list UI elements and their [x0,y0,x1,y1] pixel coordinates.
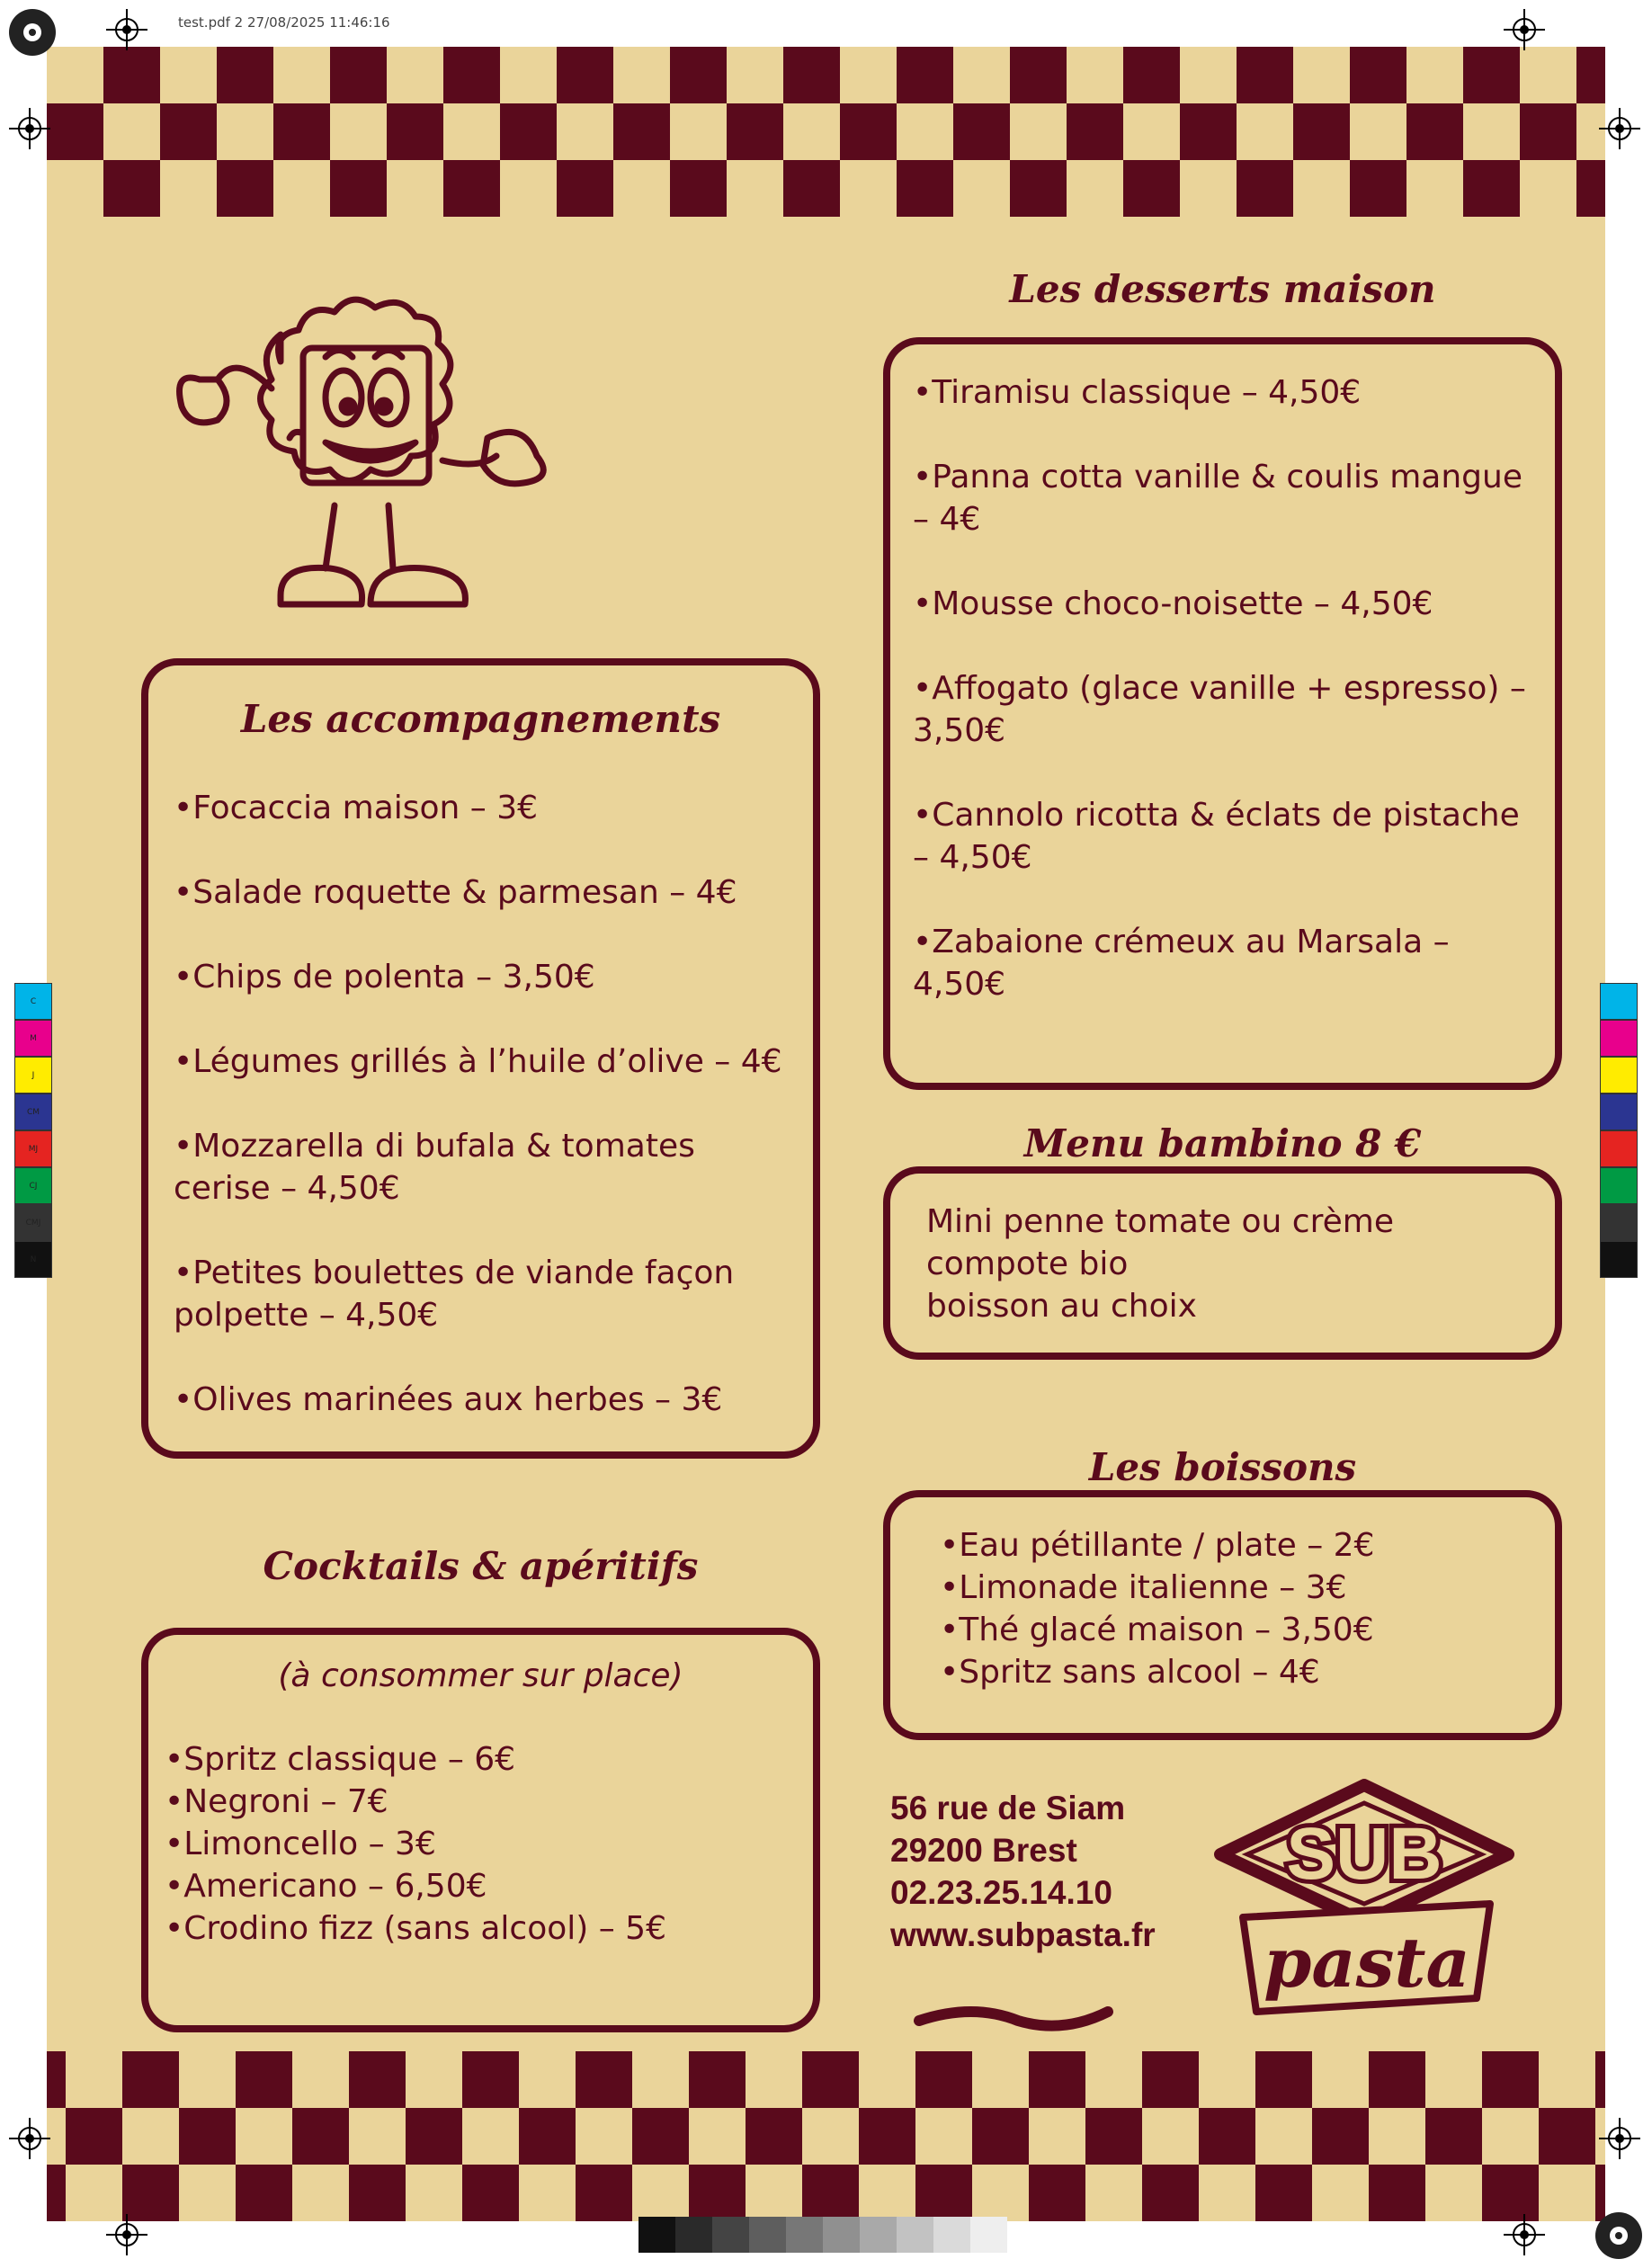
color-patch: N [14,1241,52,1278]
color-patch: CMJ [14,1204,52,1241]
cocktail-item: • Negroni – 7€ [165,1781,797,1823]
address: 56 rue de Siam [890,1790,1126,1826]
contact-block [890,1787,1156,1956]
website-link[interactable]: www.subpasta.fr [890,1916,1156,1953]
bambino-box [883,1166,1562,1360]
dessert-item: • Panna cotta vanille & coulis mangue – 4€ [913,456,1535,540]
accompagnement-item: • Petites boulettes de viande façon polpette – 4,50€ [174,1252,793,1336]
subpasta-logo [1207,1778,1522,2030]
accompagnement-item: • Focaccia maison – 3€ [174,787,793,829]
color-patch: MJ [14,1130,52,1167]
bambino-line: boisson au choix [926,1288,1197,1325]
print-header: test.pdf 2 27/08/2025 11:46:16 [178,14,390,31]
accompagnements-box [141,658,820,1459]
logo-word-sub: SUB [1286,1813,1442,1895]
registration-mark-icon [1504,9,1545,50]
accompagnement-item: • Légumes grillés à l’huile d’olive – 4€ [174,1040,793,1083]
color-strip-right [1600,983,1638,1278]
registration-mark-icon [106,2214,147,2255]
color-patch: M [14,1020,52,1057]
accompagnement-item: • Olives marinées aux herbes – 3€ [174,1379,793,1421]
boisson-item: • Eau pétillante / plate – 2€ [940,1524,1537,1567]
bambino-title: Menu bambino 8 € [1023,1121,1422,1165]
cocktail-item: • Crodino fizz (sans alcool) – 5€ [165,1907,797,1950]
phone: 02.23.25.14.10 [890,1874,1112,1911]
color-patch: J [14,1057,52,1094]
bambino-line: compote bio [926,1246,1129,1282]
cocktails-subtitle: (à consommer sur place) [278,1657,683,1694]
accompagnement-item: • Mozzarella di bufala & tomates cerise – 4,50€ [174,1125,793,1210]
color-patch: CM [14,1094,52,1130]
color-strip-left [14,983,52,1278]
registration-mark-icon [106,9,147,50]
registration-mark-icon [9,2118,50,2159]
desserts-title: Les desserts maison [1009,267,1436,311]
color-patch: C [14,983,52,1020]
dessert-item: • Zabaione crémeux au Marsala – 4,50€ [913,921,1535,1005]
dessert-item: • Tiramisu classique – 4,50€ [913,371,1535,414]
checker-border-bottom [47,2051,1605,2221]
dessert-item: • Affogato (glace vanille + espresso) – 3,50€ [913,667,1535,752]
swash-decoration [910,1998,1117,2034]
boisson-item: • Spritz sans alcool – 4€ [940,1651,1537,1693]
city: 29200 Brest [890,1832,1077,1869]
cocktail-item: • Spritz classique – 6€ [165,1738,797,1781]
cocktails-box [141,1628,820,2032]
dessert-item: • Mousse choco-noisette – 4,50€ [913,583,1535,625]
menu-sheet [47,47,1605,2221]
ravioli-mascot-icon [146,281,631,658]
dessert-item: • Cannolo ricotta & éclats de pistache – 4,50€ [913,794,1535,879]
boissons-title: Les boissons [1088,1445,1357,1489]
registration-mark-icon [1599,108,1640,149]
accompagnement-item: • Salade roquette & parmesan – 4€ [174,871,793,914]
cocktails-title: Cocktails & apéritifs [263,1544,699,1588]
color-patch: CJ [14,1167,52,1204]
cocktail-item: • Americano – 6,50€ [165,1865,797,1907]
boisson-item: • Thé glacé maison – 3,50€ [940,1609,1537,1651]
logo-word-pasta: pasta [1264,1923,1470,2003]
boissons-box [883,1490,1562,1740]
checker-border-top [47,47,1605,217]
registration-mark-icon [1599,2118,1640,2159]
desserts-box [883,337,1562,1090]
boisson-item: • Limonade italienne – 3€ [940,1567,1537,1609]
grayscale-bar [638,2217,1007,2253]
accompagnement-item: • Chips de polenta – 3,50€ [174,956,793,998]
starburst-mark-icon [1594,2210,1644,2261]
registration-mark-icon [9,108,50,149]
accompagnements-title: Les accompagnements [240,697,721,741]
registration-mark-icon [1504,2214,1545,2255]
cocktail-item: • Limoncello – 3€ [165,1823,797,1865]
bambino-line: Mini penne tomate ou crème [926,1203,1394,1240]
starburst-mark-icon [7,7,58,58]
